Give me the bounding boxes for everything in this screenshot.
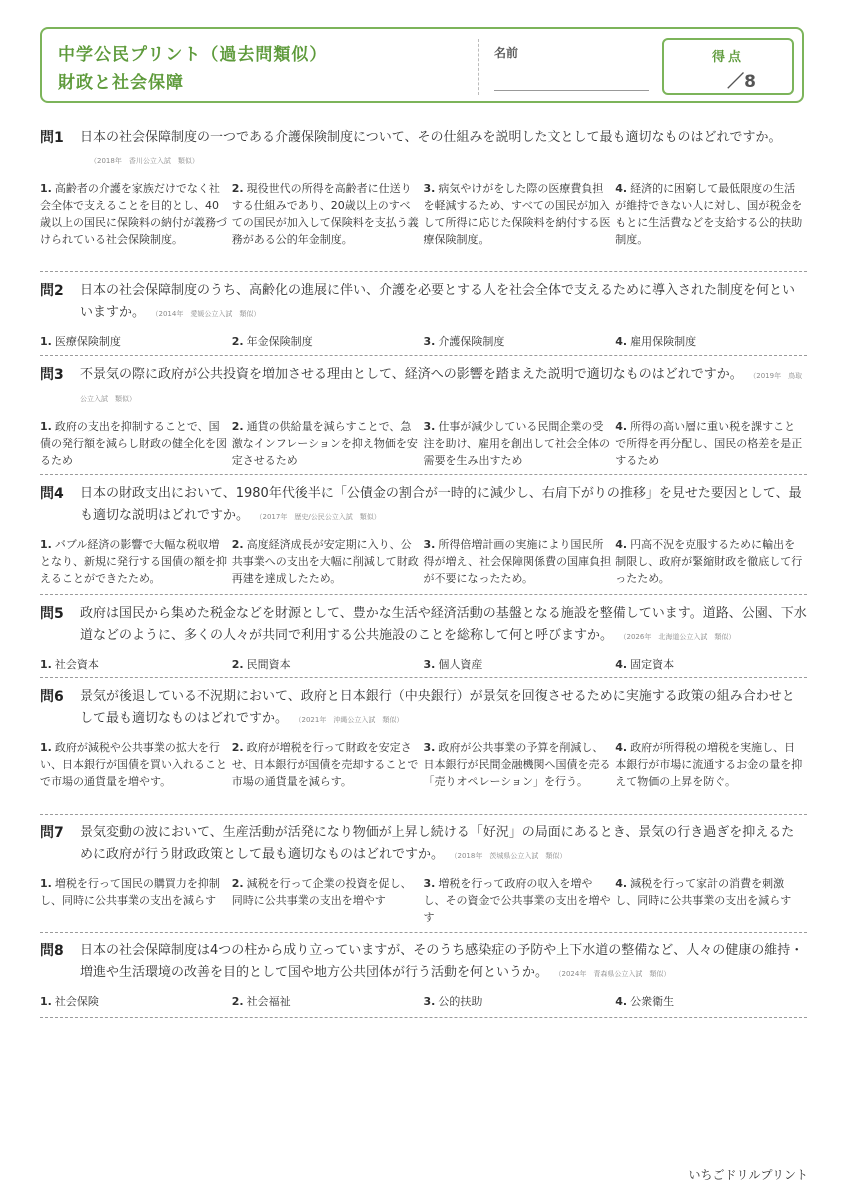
choice-1[interactable]: 1. 政府の支出を抑制することで、国債の発行額を減らし財政の健全化を図るため	[40, 420, 227, 467]
score-value: ／8	[727, 72, 756, 92]
question-2	[40, 280, 807, 350]
choice-list	[40, 993, 807, 1010]
choice-3[interactable]: 3. 仕事が減少している民間企業の受注を助け、雇用を創出して社会全体の需要を生み出すため	[423, 420, 611, 467]
question-head	[40, 483, 807, 528]
question-statement: 日本の社会保障制度の一つである介護保険制度について、その仕組みを説明した文として最も適切なものはどれですか。	[80, 130, 782, 145]
choice-4[interactable]: 4. 政府が所得税の増税を実施し、日本銀行が市場に流通するお金の量を抑えて物価の上昇を防ぐ。	[615, 741, 803, 788]
choice-2[interactable]: 2. 政府が増税を行って財政を安定させ、日本銀行が国債を売却することで市場の通貨量を減らす。	[231, 741, 419, 788]
score-box	[662, 38, 794, 95]
choice-1[interactable]: 1. 増税を行って国民の購買力を抑制し、同時に公共事業の支出を減らす	[40, 877, 220, 907]
question-separator	[40, 594, 807, 595]
question-number: 問7	[40, 825, 64, 841]
question-5	[40, 603, 807, 673]
question-separator	[40, 474, 807, 475]
choice-3[interactable]: 3. 政府が公共事業の予算を削減し、日本銀行が民間金融機関へ国債を売る「売りオペレーション」を行う。	[423, 741, 611, 788]
question-separator	[40, 932, 807, 933]
question-6	[40, 686, 807, 790]
question-number: 問3	[40, 367, 64, 383]
choice-2[interactable]: 2. 高度経済成長が安定期に入り、公共事業への支出を大幅に削減して財政再建を達成したため。	[231, 538, 419, 585]
choice-list	[40, 536, 807, 587]
question-separator	[40, 1017, 807, 1018]
question-number: 問1	[40, 130, 64, 146]
choice-4[interactable]: 4. 雇用保険制度	[615, 335, 697, 348]
question-text	[80, 603, 807, 648]
question-source: （2014年 愛媛公立入試 類似）	[155, 310, 261, 318]
question-text	[80, 940, 807, 985]
choice-2[interactable]: 2. 減税を行って企業の投資を促し、同時に公共事業の支出を増やす	[231, 877, 412, 907]
question-head	[40, 127, 807, 172]
question-number: 問2	[40, 283, 64, 299]
worksheet-title: 中学公民プリント（過去問類似）	[58, 45, 328, 65]
question-head	[40, 364, 807, 410]
name-label: 名前	[494, 46, 519, 60]
choice-3[interactable]: 3. 個人資産	[423, 658, 483, 671]
question-source: （2026年 北海道公立入試 類似）	[623, 633, 736, 641]
question-separator	[40, 271, 807, 272]
choice-1[interactable]: 1. バブル経済の影響で大幅な税収増となり、新規に発行する国債の額を抑えることができたため。	[40, 538, 227, 585]
question-statement: 景気が後退している不況期において、政府と日本銀行（中央銀行）が景気を回復させるために実施する政策の組み合わせとして最も適切なものはどれですか。	[80, 689, 795, 726]
question-source: （2019年 鳥取公立入試 類似）	[80, 372, 803, 403]
choice-2[interactable]: 2. 通貨の供給量を減らすことで、急激なインフレーションを抑え物価を安定させるため	[231, 420, 418, 467]
question-separator	[40, 677, 807, 678]
choice-2[interactable]: 2. 年金保険制度	[231, 335, 313, 348]
question-number: 問5	[40, 606, 64, 622]
question-statement: 日本の財政支出において、1980年代後半に「公債金の割合が一時的に減少し、右肩下がりの推移」を見せた要因として、最も適切な説明はどれですか。	[80, 486, 802, 523]
question-number: 問4	[40, 486, 64, 502]
choice-list	[40, 333, 807, 350]
question-separator	[40, 355, 807, 356]
choice-2[interactable]: 2. 社会福祉	[231, 995, 291, 1008]
question-head	[40, 603, 807, 648]
choice-2[interactable]: 2. 現役世代の所得を高齢者に仕送りする仕組みであり、20歳以上のすべての国民が加入して保険料を支払う義務がある公的年金制度。	[231, 182, 419, 246]
question-text	[80, 280, 807, 325]
choice-list	[40, 739, 807, 790]
choice-4[interactable]: 4. 所得の高い層に重い税を課すことで所得を再分配し、国民の格差を是正するため	[615, 420, 803, 467]
question-text	[80, 483, 807, 528]
question-statement: 不景気の際に政府が公共投資を増加させる理由として、経済への影響を踏まえた説明で適切なものはどれですか。	[80, 367, 743, 382]
question-head	[40, 940, 807, 985]
choice-list	[40, 418, 807, 469]
footer-brand: いちごドリルプリント	[688, 1168, 808, 1182]
question-source: （2018年 香川公立入試 類似）	[90, 157, 199, 165]
choice-4[interactable]: 4. 公衆衛生	[615, 995, 675, 1008]
question-statement: 日本の社会保障制度のうち、高齢化の進展に伴い、介護を必要とする人を社会全体で支えるために導入された制度を何といいますか。	[80, 283, 796, 320]
choice-4[interactable]: 4. 経済的に困窮して最低限度の生活が維持できない人に対し、国が税金をもとに生活費などを支給する公的扶助制度。	[615, 182, 803, 246]
choice-1[interactable]: 1. 社会資本	[40, 658, 99, 671]
choice-4[interactable]: 4. 減税を行って家計の消費を刺激し、同時に公共事業の支出を減らす	[615, 877, 792, 907]
choice-list	[40, 875, 807, 926]
question-source: （2024年 青森県公立入試 類似）	[558, 970, 671, 978]
question-text	[80, 127, 807, 172]
question-separator	[40, 814, 807, 815]
choice-3[interactable]: 3. 公的扶助	[423, 995, 483, 1008]
question-source: （2018年 茨城県公立入試 類似）	[454, 852, 567, 860]
worksheet-subtitle: 財政と社会保障	[58, 73, 184, 93]
choice-4[interactable]: 4. 円高不況を克服するために輸出を制限し、政府が緊縮財政を徹底して行ったため。	[615, 538, 803, 585]
question-8	[40, 940, 807, 1010]
question-1	[40, 127, 807, 248]
choice-1[interactable]: 1. 社会保険	[40, 995, 99, 1008]
choice-3[interactable]: 3. 病気やけがをした際の医療費負担を軽減するため、すべての国民が加入して所得に応じた保険料を納付する医療保険制度。	[423, 182, 611, 246]
score-label: 得点	[711, 50, 744, 65]
choice-4[interactable]: 4. 固定資本	[615, 658, 675, 671]
question-head	[40, 280, 807, 325]
choice-list	[40, 656, 807, 673]
question-source: （2017年 歴史/公民公立入試 類似）	[259, 513, 381, 521]
question-statement: 政府は国民から集めた税金などを財源として、豊かな生活や経済活動の基盤となる施設を整備しています。道路、公園、下水道などのように、多くの人々が共同で利用する公共施設のことを総称して何と呼びますか。	[80, 606, 807, 643]
choice-1[interactable]: 1. 高齢者の介護を家族だけでなく社会全体で支えることを目的とし、40歳以上の国民に保険料の納付が義務づけられている社会保険制度。	[40, 182, 227, 246]
choice-1[interactable]: 1. 政府が減税や公共事業の拡大を行い、日本銀行が国債を買い入れることで市場の通貨量を増やす。	[40, 741, 227, 788]
question-7	[40, 822, 807, 926]
name-field-line[interactable]	[494, 90, 649, 91]
question-text	[80, 686, 807, 731]
header-divider	[478, 39, 479, 95]
question-head	[40, 686, 807, 731]
choice-list	[40, 180, 807, 248]
choice-2[interactable]: 2. 民間資本	[231, 658, 291, 671]
choice-3[interactable]: 3. 所得倍増計画の実施により国民所得が増え、社会保障関係費の国庫負担が不要になったため。	[423, 538, 612, 585]
question-number: 問6	[40, 689, 64, 705]
question-source: （2021年 沖縄公立入試 類似）	[298, 716, 404, 724]
question-4	[40, 483, 807, 587]
question-statement: 景気変動の波において、生産活動が活発になり物価が上昇し続ける「好況」の局面にあるとき、景気の行き過ぎを抑えるために政府が行う財政政策として最も適切なものはどれですか。	[80, 825, 795, 862]
question-number: 問8	[40, 943, 64, 959]
question-text	[80, 822, 807, 867]
choice-1[interactable]: 1. 医療保険制度	[40, 335, 121, 348]
worksheet-header	[40, 27, 804, 103]
question-3	[40, 364, 807, 469]
choice-3[interactable]: 3. 介護保険制度	[423, 335, 505, 348]
question-text	[80, 364, 807, 410]
choice-3[interactable]: 3. 増税を行って政府の収入を増やし、その資金で公共事業の支出を増やす	[423, 877, 611, 924]
question-head	[40, 822, 807, 867]
question-statement: 日本の社会保障制度は4つの柱から成り立っていますが、そのうち感染症の予防や上下水道の整備など、人々の健康の維持・増進や生活環境の改善を目的として国や地方公共団体が行う活動を何というか。	[80, 943, 804, 980]
